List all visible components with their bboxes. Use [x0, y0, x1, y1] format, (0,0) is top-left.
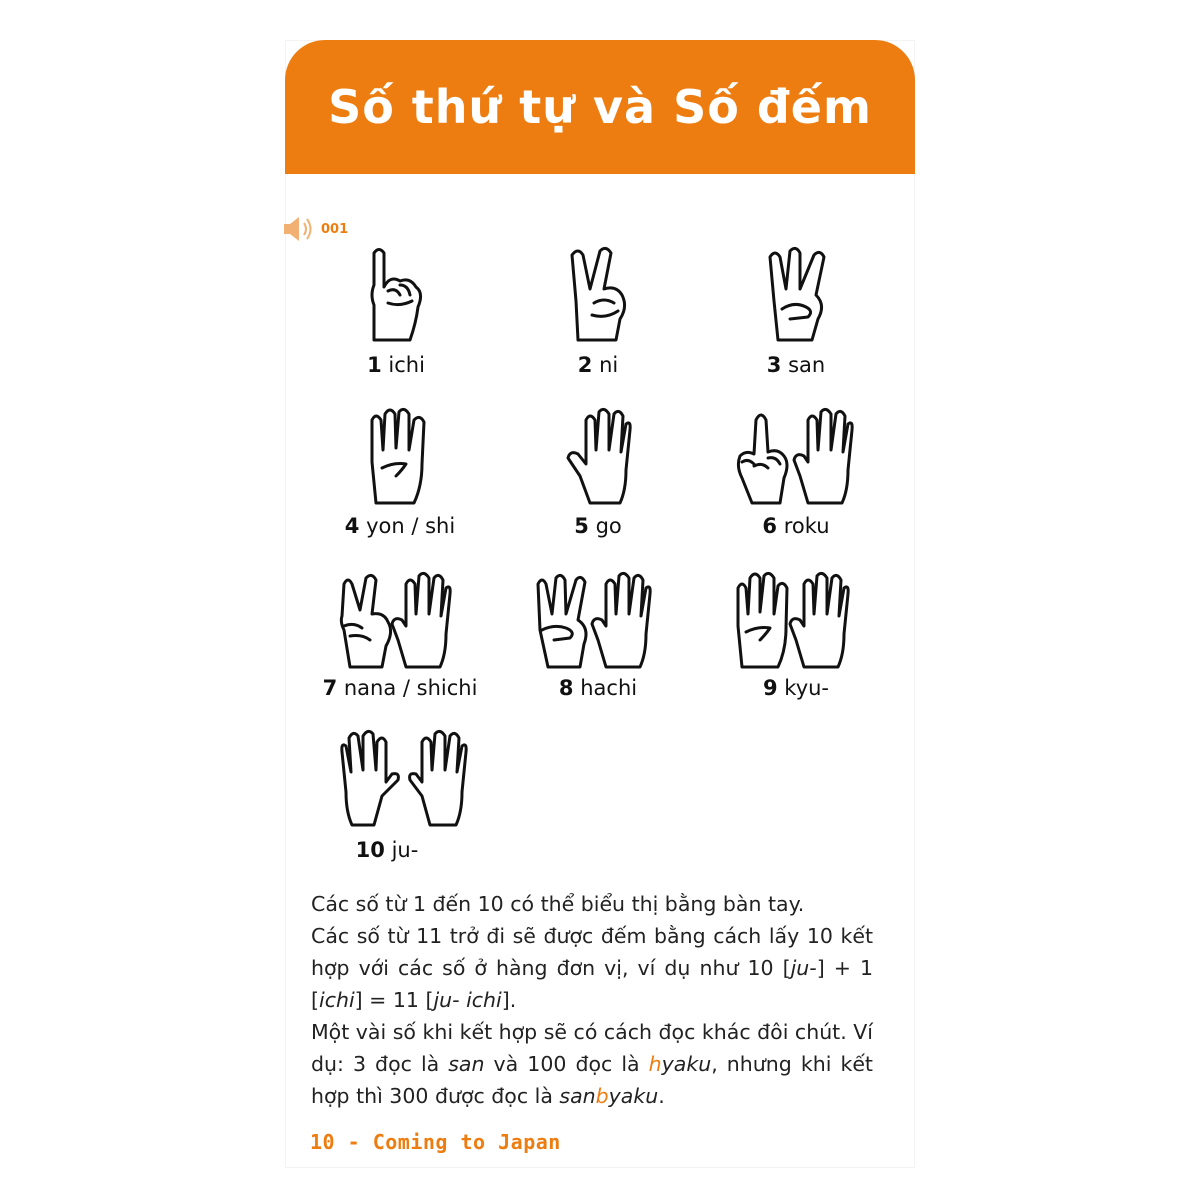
description-line-1: Các số từ 1 đến 10 có thể biểu thị bằng bàn tay. [311, 892, 805, 916]
number-word: ni [599, 353, 619, 377]
number-word: ju- [391, 838, 419, 862]
number-card-3 [696, 245, 896, 385]
hand-two-icon [570, 245, 630, 343]
description-line-3 [311, 1016, 873, 1112]
hand-ten-icon [334, 726, 474, 828]
hand-six-icon [734, 406, 860, 506]
number-word: san [788, 353, 826, 377]
number-label-5 [498, 514, 698, 538]
audio-track-number: 001 [321, 221, 349, 237]
text-run: ]. [501, 988, 517, 1012]
italic-run: ichi [319, 988, 355, 1012]
number-word: ichi [388, 353, 425, 377]
number-label-9 [696, 676, 896, 700]
number-card-9 [696, 570, 896, 710]
number-digit: 3 [766, 353, 782, 377]
number-word: hachi [580, 676, 638, 700]
text-run: Các số từ 11 trở đi sẽ được đếm bằng cách lấy 10 kết hợp với các số ở hàng đơn vị, ví dụ như 10 [ [311, 924, 873, 980]
number-label-3 [696, 353, 896, 377]
number-digit: 10 [355, 838, 385, 862]
number-label-10 [302, 838, 472, 862]
text-run: ] + 1 [ [311, 956, 873, 1012]
number-digit: 4 [344, 514, 360, 538]
number-card-5 [498, 406, 698, 546]
number-card-10 [302, 726, 502, 866]
number-label-4 [300, 514, 500, 538]
number-digit: 8 [558, 676, 574, 700]
hand-five-icon [566, 406, 632, 506]
page-title: Số thứ tự và Số đếm [328, 80, 872, 134]
description-line-2 [311, 920, 873, 1016]
hand-eight-icon [536, 570, 662, 670]
text-run: . [658, 1084, 665, 1108]
highlight-run: h [648, 1052, 662, 1076]
hand-four-icon [368, 406, 430, 506]
italic-run: ju- ichi [433, 988, 502, 1012]
italic-run: san [448, 1052, 485, 1076]
hand-three-icon [768, 245, 830, 343]
speaker-icon[interactable] [283, 214, 317, 244]
highlight-run: b [595, 1084, 609, 1108]
page-footer: 10 - Coming to Japan [310, 1130, 561, 1154]
italic-run: san [559, 1084, 596, 1108]
text-run: và 100 đọc là [484, 1052, 649, 1076]
number-word: yon / shi [366, 514, 456, 538]
italic-run: yaku [608, 1084, 659, 1108]
number-digit: 7 [322, 676, 338, 700]
number-digit: 2 [577, 353, 593, 377]
number-word: kyu- [784, 676, 830, 700]
description-text [311, 888, 873, 1112]
number-label-6 [696, 514, 896, 538]
number-card-6 [696, 406, 896, 546]
hand-nine-icon [734, 570, 860, 670]
number-label-2 [498, 353, 698, 377]
number-card-4 [300, 406, 500, 546]
number-card-8 [498, 570, 698, 710]
title-bar [285, 40, 915, 174]
number-word: roku [783, 514, 830, 538]
number-card-1 [296, 245, 496, 385]
number-word: nana / shichi [343, 676, 478, 700]
hand-one-icon [366, 245, 426, 343]
number-digit: 6 [762, 514, 778, 538]
text-run: , nhưng khi kết hợp thì 300 được đọc là [311, 1052, 873, 1108]
italic-run: yaku [661, 1052, 712, 1076]
number-label-7 [300, 676, 500, 700]
number-word: go [595, 514, 622, 538]
number-card-7 [300, 570, 500, 710]
text-run: Một vài số khi kết hợp sẽ có cách đọc khác đôi chút. Ví dụ: 3 đọc là [311, 1020, 873, 1076]
number-card-2 [498, 245, 698, 385]
italic-run: ju- [790, 956, 817, 980]
text-run: ] = 11 [ [354, 988, 434, 1012]
number-label-1 [296, 353, 496, 377]
audio-track[interactable] [283, 214, 348, 244]
number-digit: 5 [574, 514, 589, 538]
number-digit: 1 [367, 353, 382, 377]
number-label-8 [498, 676, 698, 700]
number-digit: 9 [762, 676, 778, 700]
hand-seven-icon [338, 570, 464, 670]
